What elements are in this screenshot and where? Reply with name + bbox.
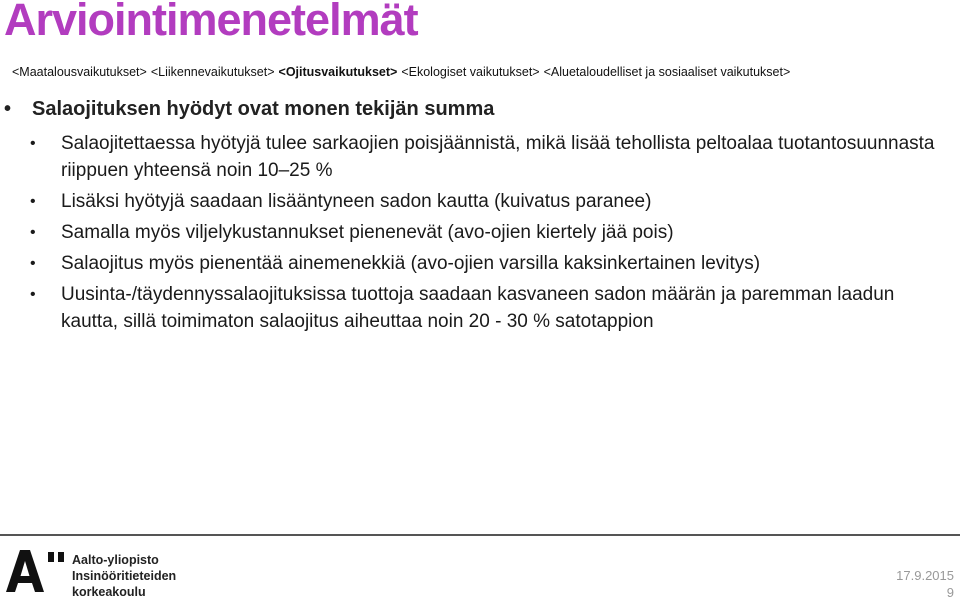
breadcrumb-item[interactable]: <Liikennevaikutukset>	[150, 65, 275, 79]
heading-text: Salaojituksen hyödyt ovat monen tekijän summa	[32, 98, 495, 120]
list-bullet: •	[30, 286, 36, 303]
aalto-a-logo-icon	[6, 550, 68, 597]
list-bullet: •	[30, 193, 36, 210]
list-item	[0, 188, 960, 215]
heading-bullet: •	[4, 98, 12, 120]
list-bullet: •	[30, 224, 36, 241]
breadcrumb-item[interactable]: <Ojitusvaikutukset>	[278, 65, 398, 79]
list-item	[0, 219, 960, 246]
breadcrumb	[12, 65, 794, 79]
list-item	[0, 250, 960, 277]
list-bullet: •	[30, 135, 36, 152]
page-number: 9	[946, 585, 954, 600]
university-name	[72, 552, 176, 600]
breadcrumb-item[interactable]: <Maatalousvaikutukset>	[12, 65, 147, 79]
logo-line: Insinööritieteiden	[72, 569, 177, 583]
footer-divider	[0, 534, 960, 536]
page-title: Arviointimenetelmät	[4, 0, 418, 45]
slide-date: 17.9.2015	[896, 568, 954, 583]
breadcrumb-item[interactable]: <Ekologiset vaikutukset>	[401, 65, 540, 79]
logo-line: Aalto-yliopisto	[72, 553, 159, 567]
list-item-text: Uusinta-/täydennyssalaojituksissa tuottoja saadaan kasvaneen sadon määrän ja paremman laadun kautta, sillä toimimaton salaojitus aiheuttaa noin 20 - 30 % satotappion	[61, 284, 895, 332]
section-heading	[4, 98, 494, 121]
bullet-list	[0, 130, 960, 339]
breadcrumb-item[interactable]: <Aluetaloudelliset ja sosiaaliset vaikutukset>	[543, 65, 791, 79]
list-item	[0, 130, 960, 184]
list-item	[0, 281, 960, 335]
list-item-text: Salaojitettaessa hyötyjä tulee sarkaojien poisjäännistä, mikä lisää tehollista peltoalaa tuotantosuunnasta riippuen yhteensä noin 10–25 %	[61, 133, 935, 181]
list-bullet: •	[30, 255, 36, 272]
logo-line: korkeakoulu	[72, 585, 146, 599]
list-item-text: Lisäksi hyötyjä saadaan lisääntyneen sadon kautta (kuivatus paranee)	[61, 191, 652, 212]
list-item-text: Salaojitus myös pienentää ainemenekkiä (avo-ojien varsilla kaksinkertainen levitys)	[61, 253, 761, 274]
list-item-text: Samalla myös viljelykustannukset pienenevät (avo-ojien kiertely jää pois)	[61, 222, 674, 243]
